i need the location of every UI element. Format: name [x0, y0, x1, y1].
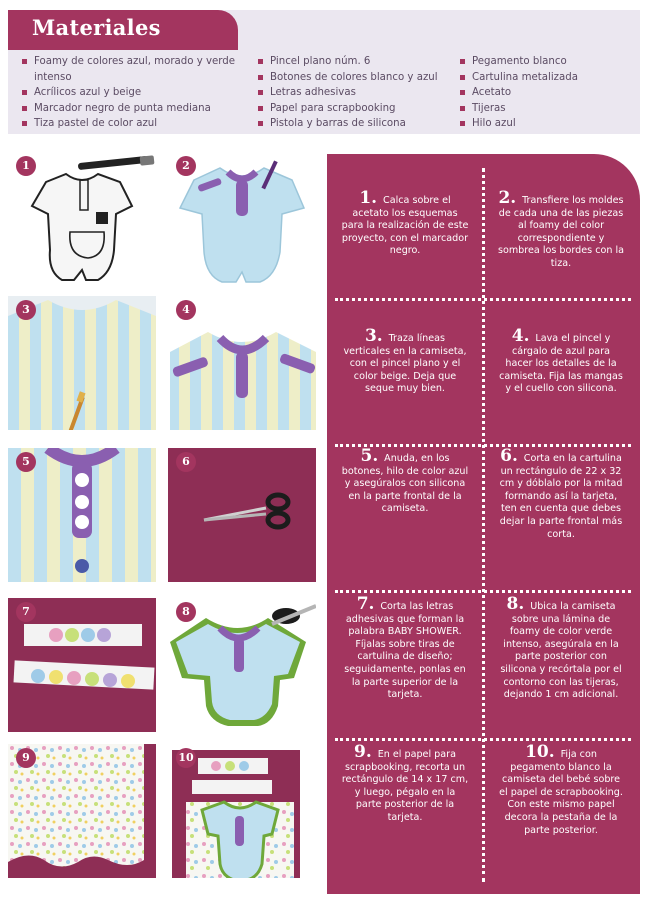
step-badge: 7	[16, 602, 36, 622]
step-badge: 5	[16, 452, 36, 472]
step-number: 1.	[359, 188, 383, 208]
step-1	[341, 188, 469, 258]
step-6	[497, 446, 625, 541]
step-badge: 6	[176, 452, 196, 472]
step-badge: 8	[176, 602, 196, 622]
step-text: En el papel para scrapbooking, recorta un rectángulo de 14 x 17 cm, y luego, pégalo en la parte posterior de la tarjeta.	[341, 749, 469, 823]
dotted-divider	[335, 738, 631, 741]
step-text: Lava el pincel y cárgalo de azul para hacer los detalles de la camiseta. Fija las mangas y el cuello con silicona.	[499, 333, 623, 395]
step-5	[341, 446, 469, 516]
step-badge: 4	[176, 300, 196, 320]
step-text: Traza líneas verticales en la camiseta, con el pincel plano y el color beige. Deja que seque muy bien.	[343, 333, 467, 395]
material-item: Pistola y barras de silicona	[258, 116, 458, 132]
material-item: Papel para scrapbooking	[258, 101, 458, 117]
step-9	[341, 742, 469, 825]
step-2	[497, 188, 625, 271]
step-photo-10	[168, 744, 316, 878]
step-text: Corta en la cartulina un rectángulo de 22 x 32 cm y dóblalo por la mitad formando así la tarjeta, ten en cuenta que debes dejar la parte frontal más corta.	[499, 453, 623, 540]
step-number: 8.	[506, 594, 531, 614]
material-item: Acrílicos azul y beige	[22, 85, 254, 101]
step-number: 9.	[354, 742, 378, 762]
step-text: Fija con pegamento blanco la camiseta del bebé sobre el papel de scrapbooking. Con este mismo papel decora la pestaña de la parte posterior.	[499, 749, 623, 836]
step-photo-9	[8, 744, 156, 878]
material-item: Hilo azul	[460, 116, 630, 132]
materials-column-3	[460, 54, 630, 132]
step-photo-3	[8, 296, 156, 430]
step-8	[497, 594, 625, 702]
step-photo-8	[168, 598, 316, 732]
step-3	[341, 326, 469, 396]
step-badge: 3	[16, 300, 36, 320]
material-item: Marcador negro de punta mediana	[22, 101, 254, 117]
materials-box	[8, 10, 640, 134]
step-photo-7	[8, 598, 156, 732]
instructions-panel	[327, 154, 640, 894]
material-item: Letras adhesivas	[258, 85, 458, 101]
step-number: 5.	[360, 446, 385, 466]
step-4	[497, 326, 625, 396]
step-photo-5	[8, 448, 156, 582]
material-item: Cartulina metalizada	[460, 70, 630, 86]
step-7	[341, 594, 469, 702]
step-10	[497, 742, 625, 837]
material-item: Tiza pastel de color azul	[22, 116, 254, 132]
step-photo-1	[8, 152, 156, 286]
material-item: Pegamento blanco	[460, 54, 630, 70]
step-text: Ubica la camiseta sobre una lámina de foamy de color verde intenso, asegúrala en la parte posterior con silicona y recórtala por el contorno con las tijeras, dejando 1 cm adicional.	[500, 601, 622, 701]
step-number: 2.	[498, 188, 523, 208]
step-number: 4.	[511, 326, 536, 346]
dotted-divider	[335, 298, 631, 301]
materials-column-1	[22, 54, 254, 132]
step-number: 3.	[364, 326, 389, 346]
step-photo-2	[168, 152, 316, 286]
step-text: Calca sobre el acetato los esquemas para la realización de este proyecto, con el marcador negro.	[341, 195, 469, 257]
material-item: Foamy de colores azul, morado y verde	[22, 54, 254, 70]
materials-column-2	[258, 54, 458, 132]
step-number: 10.	[525, 742, 561, 762]
material-item: Tijeras	[460, 101, 630, 117]
dotted-divider	[335, 590, 631, 593]
step-photo-4	[168, 296, 316, 430]
step-number: 6.	[500, 446, 524, 466]
step-photo-6	[168, 448, 316, 582]
material-item: Acetato	[460, 85, 630, 101]
material-item-cont: intenso	[34, 71, 72, 83]
step-badge: 10	[176, 748, 196, 768]
material-item: Botones de colores blanco y azul	[258, 70, 458, 86]
materials-title: Materiales	[32, 15, 161, 40]
materials-header	[8, 10, 238, 50]
dotted-divider-vertical	[482, 168, 485, 882]
step-badge: 9	[16, 748, 36, 768]
material-item: Pincel plano núm. 6	[258, 54, 458, 70]
step-number: 7.	[356, 594, 381, 614]
step-text: Corta las letras adhesivas que forman la palabra BABY SHOWER. Fíjalas sobre tiras de cartulina de diseño; seguidamente, ponlas en la parte superior de la tarjeta.	[344, 601, 466, 701]
step-badge: 1	[16, 156, 36, 176]
step-text: Anuda, en los botones, hilo de color azul y asegúralos con silicona en la parte frontal de la camiseta.	[341, 453, 469, 515]
step-text: Transfiere los moldes de cada una de las piezas al foamy del color correspondiente y sombrea los bordes con la tiza.	[497, 195, 625, 269]
step-badge: 2	[176, 156, 196, 176]
